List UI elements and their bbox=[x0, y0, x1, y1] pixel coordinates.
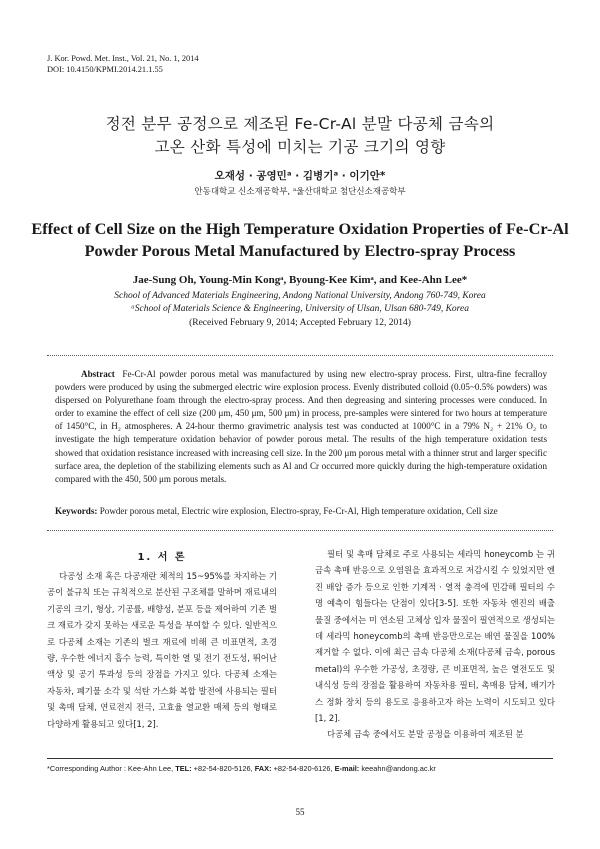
english-title-line1: Effect of Cell Size on the High Temperature Oxidation Properties of Fe-Cr-Al bbox=[31, 219, 569, 238]
right-column-paragraph-1: 필터 및 촉매 담체로 주로 사용되는 세라믹 honeycomb 는 귀금속 촉매 반응으로 오염원을 효과적으로 저감시킬 수 있었지만 엔진 배압 증가 등으로 인한 기계적 · 열적 충격에 민감해 필터의 수명 예측이 힘들다는 단점이 있다[3-5]. 또한 자동차 엔진의 배출 물질 중에서는 미 연소된 고체상 입자 물질이 필연적으로 생성되는데 세라믹 honeycomb의 촉매 반응만으로는 배연 물질을 100% 제거할 수 없다. 이에 최근 금속 다공체 소재(다공체 금속, porous metal)의 우수한 가공성, 초경량, 큰 비표면적, 높은 열전도도 및 내식성 등의 장점을 활용하여 자동차용 필터, 촉매용 담체, 배기가스 정화 장치 등의 용도로 응용하고자 하는 노력이 시도되고 있다[1, 2]. bbox=[315, 549, 555, 724]
abstract-text: Fe-Cr-Al powder porous metal was manufactured by using new electro-spray process. First, ultra-fine fecralloy powders were produced by using the submerged electric wire explosion process. Evenly distributed colloid (0.05~0.5% powders) was dispersed on Polyurethane foam through the electro-spray process. And then degreasing and sintering processes were conduced. In order to examine the effect of cell size (200 μm, 450 μm, 500 μm) in process, pre-samples were sintered for two hours at temperature of 1450°C, in H₂ atmospheres. A 24-hour thermo gravimetric analysis test was conducted at 1000°C in a 79% N₂ + 21% O₂ to investigate the high temperature oxidation behavior of powder porous metal. The results of the high temperature oxidation tests showed that oxidation resistance increased with increasing cell size. In the 200 μm porous metal with a thinner strut and larger specific surface area, the depletion of the stabilizing elements such as Al and Cr occurred more quickly during the high-temperature oxidation compared with the 450, 500 μm porous metals. bbox=[55, 369, 547, 484]
divider-top bbox=[47, 355, 553, 356]
right-column-paragraph-2: 다공체 금속 중에서도 분말 공정을 이용하여 제조된 분 bbox=[327, 729, 524, 740]
doi: DOI: 10.4150/KPMI.2014.21.1.55 bbox=[47, 65, 163, 74]
section-heading: 1. 서 론 bbox=[137, 552, 187, 563]
tel-value: +82-54-820-5126, bbox=[191, 764, 255, 773]
fax-label: FAX: bbox=[254, 764, 272, 773]
tel-label: TEL: bbox=[175, 764, 192, 773]
english-title bbox=[30, 218, 570, 262]
left-column-paragraph: 다공성 소재 혹은 다공재란 체적의 15~95%를 차지하는 기공이 불규칙 또는 규칙적으로 분산된 구조체를 말하며 재료내의 기공의 크기, 형상, 기공률, 배향성, 분포 등을 제어하여 기존 벌크 재료가 갖지 못하는 새로운 특성을 부여할 수 있다. 일반적으로 다공체 소재는 기존의 벌크 재료에 비해 큰 비표면적, 초경량, 우수한 에너지 흡수 능력, 특이한 열 및 전기 전도성, 뛰어난 액상 및 공기 투과성 등의 장점을 가지고 있다. 다공체 소재는 자동차, 폐기물 소각 및 석탄 가스화 복합 발전에 사용되는 필터 및 촉매 담체, 연료전지 전극, 고효율 열교환 매체 등의 형태로 다양하게 활용되고 있다[1, 2]. bbox=[47, 571, 277, 729]
footnote-rule bbox=[47, 758, 553, 759]
keywords bbox=[55, 506, 547, 516]
divider-bottom bbox=[47, 530, 553, 531]
korean-affiliation: 안동대학교 신소재공학부, ᵃ울산대학교 첨단신소재공학부 bbox=[194, 187, 406, 197]
korean-title bbox=[0, 113, 600, 159]
corresponding-author-footnote bbox=[47, 764, 436, 773]
right-column bbox=[315, 546, 555, 743]
page-number: 55 bbox=[295, 807, 305, 817]
affiliation-line2: ᵃSchool of Materials Science & Engineering, University of Ulsan, Ulsan 680-749, Korea bbox=[131, 304, 469, 314]
english-authors: Jae-Sung Oh, Young-Min Kongᵃ, Byoung-Kee Kimᵃ, and Kee-Ahn Lee* bbox=[132, 274, 468, 286]
abstract-label: Abstract bbox=[81, 369, 115, 379]
abstract bbox=[55, 368, 547, 486]
keywords-text: Powder porous metal, Electric wire explosion, Electro-spray, Fe-Cr-Al, High temperature oxidation, Cell size bbox=[99, 506, 498, 516]
email-label: E-mail: bbox=[334, 764, 360, 773]
affiliation-line1: School of Advanced Materials Engineering, Andong National University, Andong 760-749, Korea bbox=[114, 291, 486, 301]
keywords-label: Keywords: bbox=[55, 506, 98, 516]
email-value: keeahn@andong.ac.kr bbox=[359, 764, 436, 773]
fax-value: +82-54-820-6126, bbox=[271, 764, 335, 773]
footnote-prefix: *Corresponding Author : Kee-Ahn Lee, bbox=[47, 764, 176, 773]
journal-header bbox=[47, 53, 199, 75]
korean-title-line1: 정전 분무 공정으로 제조된 Fe-Cr-Al 분말 다공체 금속의 bbox=[105, 115, 495, 133]
english-title-line2: Powder Porous Metal Manufactured by Electro-spray Process bbox=[84, 241, 516, 260]
english-affiliation bbox=[0, 290, 600, 316]
korean-authors: 오재성 · 공영민ᵃ · 김병기ᵃ · 이기안* bbox=[214, 170, 386, 182]
korean-title-line2: 고온 산화 특성에 미치는 기공 크기의 영향 bbox=[154, 138, 446, 156]
received-dates: (Received February 9, 2014; Accepted February 12, 2014) bbox=[189, 318, 411, 328]
journal-citation: J. Kor. Powd. Met. Inst., Vol. 21, No. 1, 2014 bbox=[47, 54, 199, 63]
